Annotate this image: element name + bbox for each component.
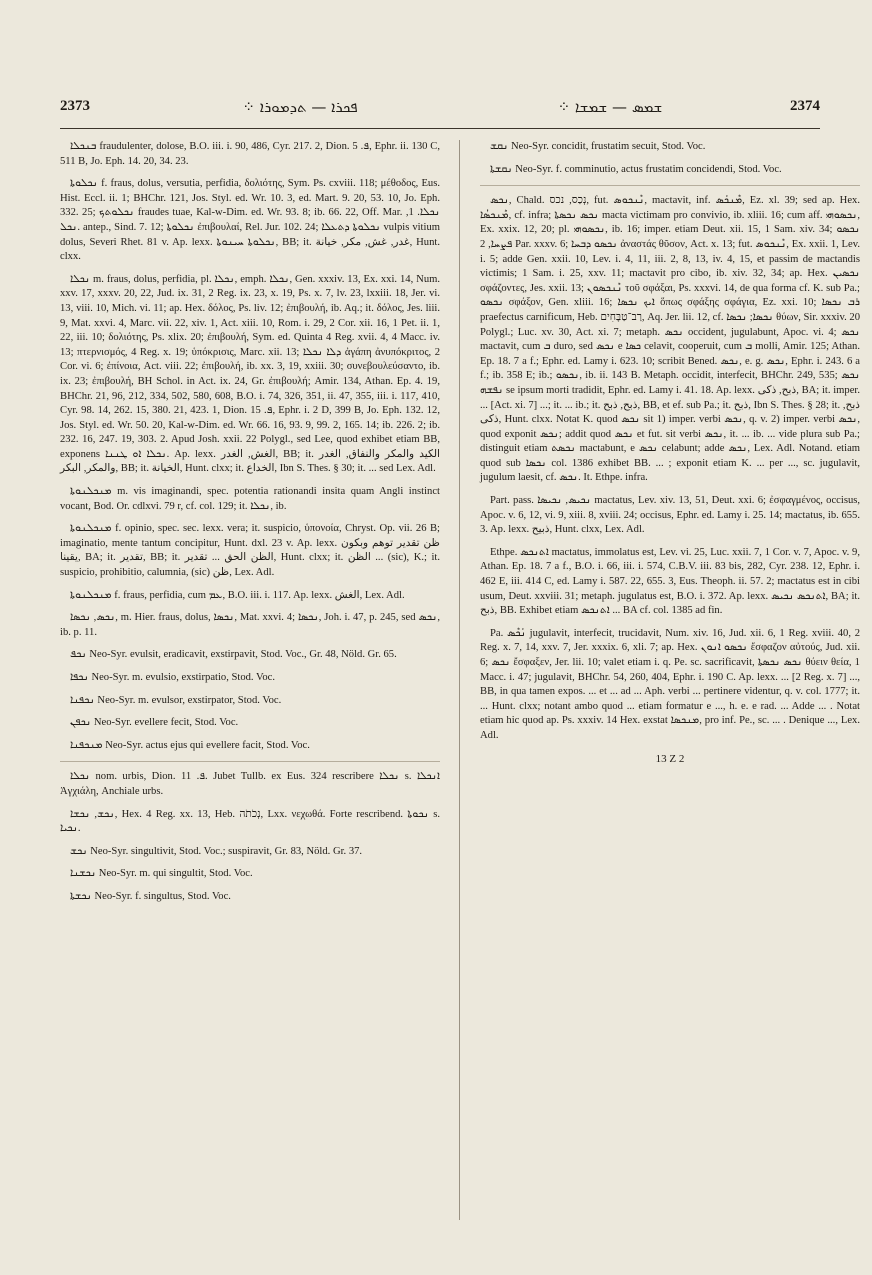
- entry: ܡܢܟܠܢܘܬܐ f. fraus, perfidia, cum ܥܡ, B.O. iii. i. 117. Ap. lexx. الغش, Lex. Adl.: [70, 589, 405, 601]
- entry: ܢܟܫ, ܢܟܫܐ, Hex. 4 Reg. xx. 13, Heb. נְכֹתֹה, Lxx. νεχωθά. Forte rescribend. ܢܟܘܬܐ s. ܢܟܝܐ.: [60, 808, 440, 835]
- entry: ܢܟܠܐ nom. urbis, Dion. ܦ. 11. Jubet Tullb. ex Eus. 324 rescribere ܢܟܠܐ s. ܐܢܟܠܐ Ἀγχιάλη, Anchiale urbs.: [60, 761, 440, 799]
- entry: ܢܟܠܐ m. fraus, dolus, perfidia, pl. ܢܟܠܐ, emph. ܢܟܠܐ, Gen. xxxiv. 13, Ex. xxi. 14, Num. xxv. 17, xxxv. 20, 22, Jud. ix. 31, 2 Reg. ix. 23, x. 19, Ps. x. 7, lv. 23, lxxiii. 18, Jer. vi. 13, viii. 10, Mich. vi. 11; ap. Hex. δόλος, Ps. liv. 12; ἐπιβουλή, ib. Aq.; it. δόλος, Jes. liii. 9, Mat. xxvi. 4, Marc. vii. 22, xiv. 1, Act. xiii. 10, Rom. i. 29, 2 Cor. xii. 16, 1 Pet. ii. 1, 22, iii. 10; δολιότης, Ps. xlix. 20; ἐπιβουλή, Sym. ed. Quinta 4 Reg. xvii. 4, 4 Macc. iv. 13; πτερνισμός, 4 Reg. x. 19; ὑπόκρισις, Marc. xii. 13; ܕܠܐ ܢܟܠܐ ἀγάπη ἀνυπόκριτος, 2 Cor. vi. 6; ἐπίνοια, Act. viii. 22; ἐπιβουλή, ib. xx. 3, 19, xxiii. 30; συνεβουλεύσαντο, ib. ix. 23; ἐπιβουλή, BH Schol. in Act. ix. 24, Gr. ἐπιβουλή; Amir. 134, Athan. Ep. 4. 19, BHChr. 21, 96, 212, 334, 502, 580, 608, B.O. i. 74, 326, 351, ii. 47, 355, iii. i. 117, 410, Cyr. 98. 14, 262. 15, 380. 21, 423. 1, Dion. ܦ. 15, Ephr. i. 2 D, 399 B, Jo. Eph. 132. 12, Jos. Styl. ed. Wr. 50. 20, Kal-w-Dim. ed. Wr. 66. 16, 93. 9, 99. 2, 165. 14; ib. 226. 2; ib. 232. 16, 247. 19, 303. 2. Apud Josh. xxii. 22 Polygl., sed Lee, quod exhibet etiam BB, exponens ܢܟܠܐ ܐܘ ܛܢܢܐ. Ap. lexx. الغش, الغدر, BB; it. الكيد والمكر والنفاق, الغدر والمكر, البكر, BB; it. الخيانة, Hunt. clxx; it. الخداع, Ibn S. Thes. § 30; it. ... sed Lex. Adl.: [60, 273, 441, 475]
- entry: Ethpe. ܐܬܢܟܣ mactatus, immolatus est, Lev. vi. 25, Luc. xxii. 7, 1 Cor. v. 7, Apoc. v. 9, Athan. Ep. 18. 7 a f., B.O. i. 66, iii. i. 574, C.B.V. iii. 83 bis, 282, Cyr. 238. 12, Ephr. i. 462 E, iii. 414 C, ed. Lamy i. 587. 22, 655. 3, Eus. Theoph. ii. 57. 2; mactatus est in cibi usum, Deut. xxviii. 31; metaph. jugulatus est, B.O. i. 372. Ap. lexx. ܐܬܢܟܣ ܢܟܝܣ, BA; it. ذبح, BB. Exhibet etiam ܐܬܢܟܣ ... BA cf. col. 1385 ad fin.: [480, 546, 861, 617]
- entry: Part. pass. ܢܟܝܣ, ܢܟܝܣܐ mactatus, Lev. xiv. 13, 51, Deut. xxi. 6; ἐσφαγμένος, occisus, Apoc. v. 6, 12, vi. 9, xiii. 8, xviii. 24; occisus, Ephr. ed. Lamy i. 25. 14; mactatus, ib. 655. 3. Ap. lexx. ذبيح, Hunt. clxx, Lex. Adl.: [480, 495, 861, 536]
- entry: ܢܟܠܘܬܐ f. fraus, dolus, versutia, perfidia, δολιότης, Sym. Ps. cxviii. 118; μέθοδος, Eus. Hist. Eccl. ii. 1; BHChr. 121, Jos. Styl. ed. Wr. 10. 3, ed. Mart. 9. 20, 53. 10, Jo. Eph. 332. 25; ܢܟܠܘܬܟ fraudes tuae, Kal-w-Dim. ed. Wr. 93. 8; ib. 66. 22, Off. Mar. ܢܟܠܐ. 1, ܢܟܠ. antep., Sind. 7. 12; ܢܟܠܘܬܐ ἐπιβουλαί, Rel. Jur. 102. 24; ܢܟܠܘܬܐ ܕܬܥܠܐ vulpis vitium dolus, Severi Rhet. 81 v. Ap. lexx. ܢܟܠܘܬܐ ܚܝܢܘܬܐ, BB; it. غدر, غش, مكر, خيانة, Hunt. clxx.: [60, 178, 440, 263]
- entry: Pa. ܢܰܟܶܣ jugulavit, interfecit, trucidavit, Num. xiv. 16, Jud. xii. 6, 1 Reg. xviii. 40, 2 Reg. x. 7, 14, xxv. 7, Jer. xxxix. 6, xli. 7; ap. Hex. ܢܟܣܘ ܐܢܘܢ ἔσφαζον αὐτούς, Jud. xii. 6; ܢܟܣ ἔσφαξεν, Jer. lii. 10; valet etiam i. q. Pe. sc. sacrificavit, ܢܟܣ ܢܟܣܬܐ θύειν θεία, 1 Macc. i. 47; jugulavit, BHChr. 54, 260, 404, Ephr. i. 190 C. Ap. lexx. ... [2 Reg. x. 7] ..., BB, in qua tamen expos. ... et ... ad ... Aph. verbi ... pertinere videntur, q. v. col. 1777; it. ... Hunt. clxx; notant ambo quod ... etiam formatur e ..., h. e. e rad. ... Adde ... . Notat etiam hic quod ap. Ps. xxxiv. 14 Hex. exstat ܡܢܟܣܐ, pro inf. Pe., sc. ... . Denique ..., Lex. Adl.: [480, 627, 861, 741]
- entry: ܢܟܫܢܐ Neo-Syr. m. qui singultit, Stod. Voc.: [70, 868, 253, 880]
- signature-mark: 13 Z 2: [655, 752, 685, 765]
- entry: ܢܟܦܐ Neo-Syr. m. evulsio, exstirpatio, Stod. Voc.: [70, 672, 275, 683]
- page-number-right: 2374: [790, 98, 820, 114]
- entry: ܢܟܦܢ Neo-Syr. evellere fecit, Stod. Voc.: [70, 717, 239, 729]
- running-head: [60, 98, 820, 120]
- entry: ܢܟܦܢܐ Neo-Syr. m. evulsor, exstirpator, Stod. Voc.: [70, 694, 282, 706]
- entry: ܢܩܫ Neo-Syr. concidit, frustatim secuit, Stod. Voc.: [490, 141, 706, 152]
- column-divider: [459, 140, 460, 1220]
- entry: ܢܟܣ, Chald. נְכַס, נכס, fut. ܢܶܢܟܘܣ, mactavit, inf. ܡܶܢܟܰܣ, Ez. xl. 39; sed ap. Hex. ܡܶܢܟܣܳܐ, cf. infra; ܢܟܣ ܢܟܣܬܐ macta victimam pro convivio, ib. xliii. 16; cum aff. ܢܟܣܘܗܝ, Ex. xxix. 12, 20; pl. ܢܟܣܘܗܝ, ib. 16; imper. etiam Deut. xii. 15, 1 Sam. xiv. 34; ܢܟܣܘ ܦܨܚܐ, 2 Par. xxxv. 6; ܢܟܣܘ ܕܒܚܐ ἀναστάς θῦσον, Act. x. 13; fut. ܢܶܢܟܘܣ, Ex. xxii. 1, Lev. i. 5; adde Gen. xxii. 10, Lev. i. 4, 11, iii. 2, 8, 13, iv. 4, 15, et passim de mactandis victimis; 1 Sam. i. 25, xxv. 11; mactavit pro cibo, ib. xiv. 32, 34; ap. Hex. ܢܟܣܝܢ σφάζοντες, Jes. xxii. 13; ܢܶܢܟܣܘܢ τοῦ σφάξαι, Ps. xxxvi. 14, de qua forma cf. K. sub Pa.; ܢܟܣܘ σφάξον, Gen. xliii. 16; ܐܝܟ ܢܟܣܐ ὅπως σφάξης σφάγια, Ez. xxi. 10; ܪܒ ܢܟܣܐ praefectus carnificum, Heb. רַב־טַבָּחִים, Aq. Jer. lii. 12, cf. ܢܟܣܐ; ܢܟܣܐ θύων, Sir. xxxiv. 20 Polygl.; Luc. xv. 30, Act. xi. 7; metaph. ܢܟܣ occident, jugulabunt, Apoc. vi. 4; ܢܟܣ mactavit, cum ܒ duro, sed ܢܟܣ e ܟܣܐ celavit, cooperuit, cum ܒ molli, Amir. 125; Athan. Ep. 18. 7 a f.; Ephr. ed. Lamy i. 623. 10; scribit Bened. ܢܟܣ, e. g. ܢܟܣ, Ephr. i. 243. 6 a f.; ib. 358 E; ib.; ܢܟܣܘ, ib. ii. 143 B. Metaph. occidit, interfecit, BHChr. 249, 535; ܢܟܣ ܢܦܫܗ se ipsum morti tradidit, Ephr. ed. Lamy i. 41. 18. Ap. lexx. ذبح, ذكى, BA; it. imper. ... [Act. xi. 7] ...; it. ... ib.; it. ذبح, ذبح, BB, et ef. sub Pa.; it. ذبح, Ibn S. Thes. § 28; it. ذبح, ذكى, Hunt. clxx. Notat K. quod ܢܟܣ sit 1) imper. verbi ܢܟܣ, q. v. 2) imper. verbi ܢܟܣ, quod exponit ܢܟܣ; addit quod ܢܟܣ et fut. sit verbi ܢܟܣ, it. ... ib. ... vide plura sub Pa.; distinguit etiam ܢܟܣܬ mactabunt, e ܢܟܣ celabunt; adde ܢܟܣ, Lex. Adl. Notand. etiam quod sub ܢܟܣܐ col. 1386 exhibet BB. ... ; exponit etiam K. ... per ..., sc. jugulavit, jugulum laesit, cf. ܢܟܣ. It. Ethpe. infra.: [480, 185, 860, 486]
- entry: ܒܢܟܠܐ fraudulenter, dolose, B.O. iii. i. 90, 486, Cyr. 217. 2, Dion. ܦ. 5, Ephr. ii. 130 C, 511 B, Jo. Eph. 14. 20, 34. 23.: [60, 141, 441, 167]
- entry: ܢܟܫܬܐ Neo-Syr. f. singultus, Stod. Voc.: [70, 890, 231, 902]
- entry: ܢܟܦ Neo-Syr. evulsit, eradicavit, exstirpavit, Stod. Voc., Gr. 48, Nöld. Gr. 65.: [70, 649, 397, 661]
- headword-range-left: ⁘ ܦܟܪܐ — ܬܕܡܘܪܐ: [242, 98, 358, 116]
- entry: ܢܟܫ Neo-Syr. singultivit, Stod. Voc.; suspiravit, Gr. 83, Nöld. Gr. 37.: [70, 845, 363, 857]
- entry: ܢܟܣ, ܢܟܣܐ, m. Hier. fraus, dolus, ܢܟܣܐ, Mat. xxvi. 4; ܢܟܣܐ, Joh. i. 47, p. 245, sed ܢܟܣ, ib. p. 11.: [60, 612, 440, 638]
- headword-range-right: ⁘ ܫܡܣ — ܫܡܫܐ: [557, 98, 663, 116]
- entry: ܢܩܫܬܐ Neo-Syr. f. comminutio, actus frustatim concidendi, Stod. Voc.: [490, 163, 782, 175]
- entry: ܡܢܟܦܢܐ Neo-Syr. actus ejus qui evellere facit, Stod. Voc.: [70, 739, 310, 751]
- right-column: [480, 140, 860, 766]
- page-number-left: 2373: [60, 98, 90, 114]
- entry: ܡܢܟܠܢܘܬܐ f. opinio, spec. sec. lexx. vera; it. suspicio, ὑπονοία, Chryst. Op. vii. 26 B; imaginatio, mente tantum concipitur, Hunt. dxl. 23 v. Ap. lexx. ظن تقدير توهم وبكون يقينا, BA; it. تقدير, BB; it. الظن الحق ... تقدير, Hunt. clxx; it. الظن ... (sic), K.; it. suspicio, prohibitio, calumnia, (sic) ظن, Lex. Adl.: [60, 523, 440, 579]
- left-column: [60, 140, 440, 913]
- header-rule: [60, 128, 820, 129]
- entry: ܡܢܟܠܢܘܬܐ m. vis imaginandi, spec. potentia rationandi insita quam Angli instinct vocant, Bod. Or. cdlxvi. 79 r, cf. col. 129; it. ܢܟܠܐ, ib.: [60, 486, 440, 512]
